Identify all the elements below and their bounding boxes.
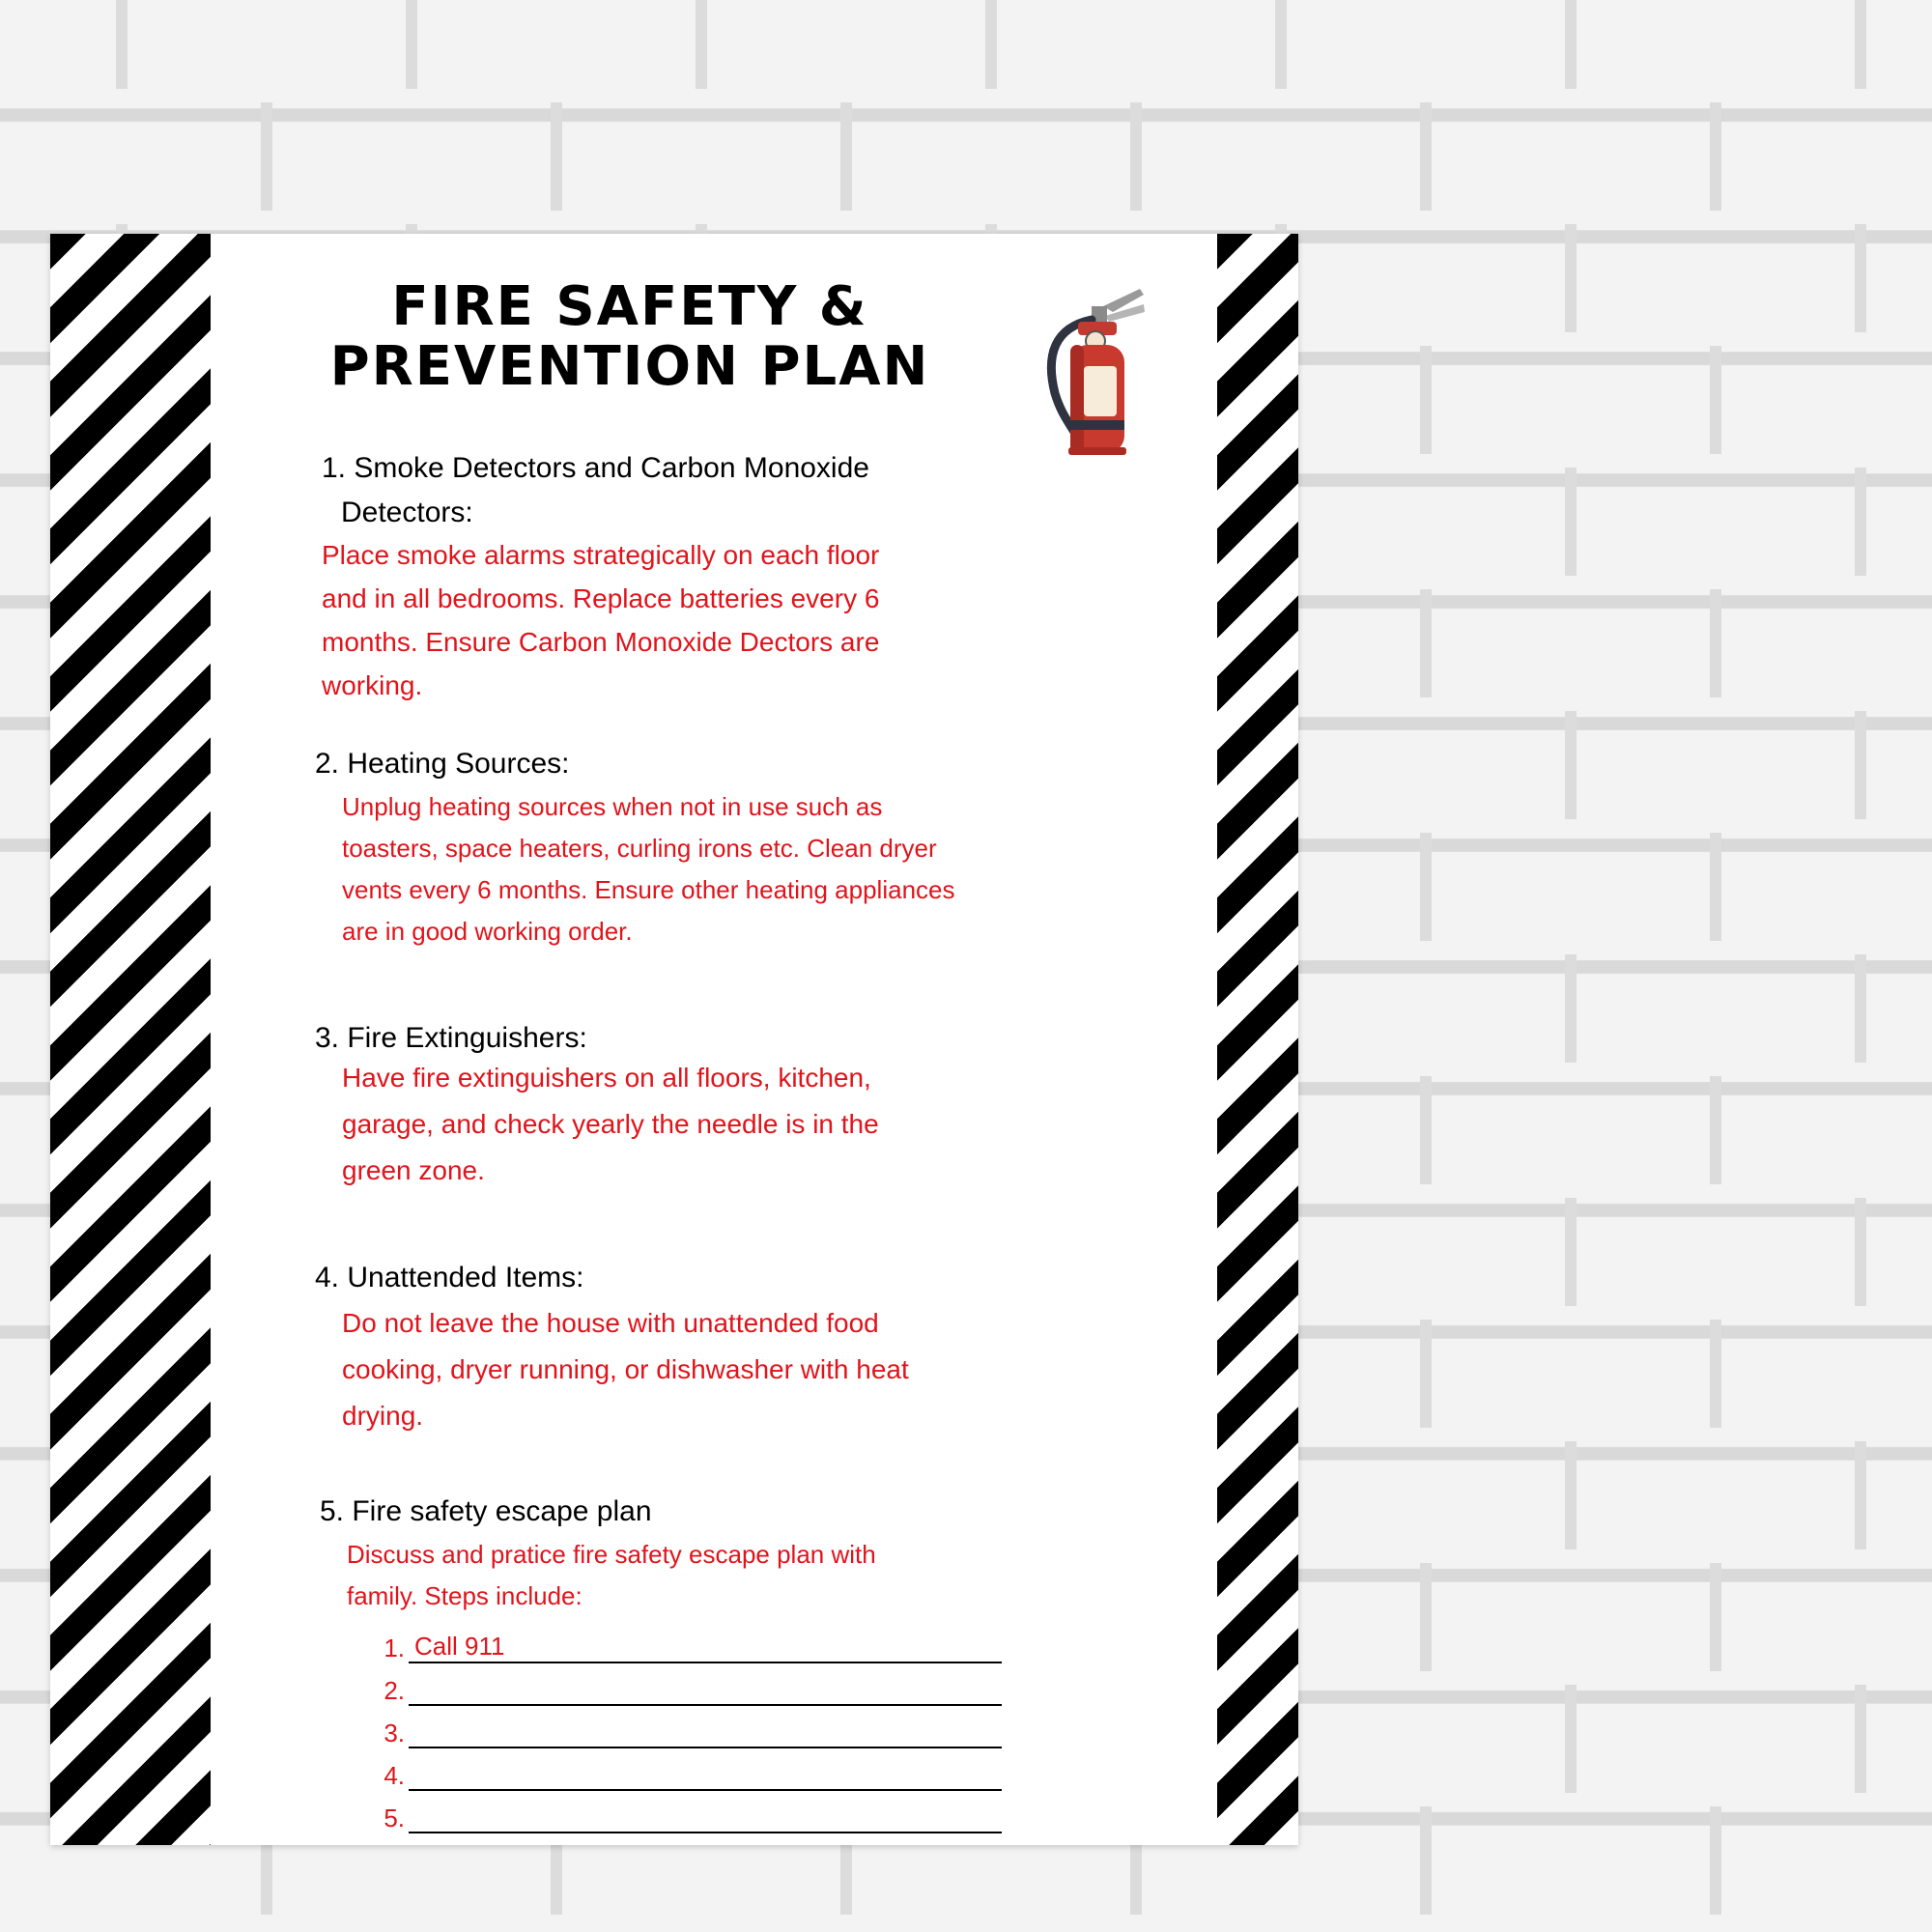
section-heading: 4. Unattended Items: (315, 1262, 584, 1293)
section-smoke-detectors (322, 446, 1056, 707)
section-body (315, 1055, 1146, 1194)
title-line-1: FIRE SAFETY & (391, 275, 868, 338)
fire-extinguisher-icon (1036, 277, 1161, 470)
section-heading: 1. Smoke Detectors and Carbon Monoxide (322, 452, 869, 484)
section-escape-plan (320, 1490, 1112, 1833)
section-body (315, 1300, 1146, 1439)
body-line: Discuss and pratice fire safety escape plan with (347, 1540, 876, 1569)
escape-step (376, 1621, 1112, 1663)
body-line: and in all bedrooms. Replace batteries every 6 (322, 583, 880, 613)
step-fill-line[interactable]: Call 911 (409, 1631, 1002, 1663)
poster-title (292, 277, 968, 397)
escape-step (376, 1706, 1112, 1748)
body-line: Unplug heating sources when not in use such as (342, 792, 883, 821)
step-number: 1. (384, 1634, 405, 1662)
body-line: toasters, space heaters, curling irons etc. Clean dryer (342, 834, 937, 863)
body-line: drying. (342, 1401, 424, 1431)
section-heading: 2. Heating Sources: (315, 748, 570, 780)
step-number: 3. (384, 1719, 405, 1747)
body-line: Do not leave the house with unattended food (342, 1308, 879, 1338)
step-fill-line[interactable] (409, 1673, 1002, 1706)
fire-safety-poster (50, 234, 1298, 1845)
step-number: 5. (384, 1804, 405, 1833)
right-hazard-stripes (1217, 234, 1298, 1845)
body-line: are in good working order. (342, 917, 633, 946)
escape-steps-list (320, 1621, 1112, 1833)
body-line: months. Ensure Carbon Monoxide Dectors are (322, 627, 880, 657)
body-line: family. Steps include: (347, 1581, 582, 1610)
left-hazard-stripes (50, 234, 211, 1845)
section-body (322, 533, 1056, 707)
step-fill-line[interactable] (409, 1801, 1002, 1833)
section-body (315, 786, 1155, 952)
step-fill-line[interactable] (409, 1758, 1002, 1791)
section-heading-continued: Detectors: (341, 497, 473, 528)
step-number: 2. (384, 1676, 405, 1705)
section-unattended-items (315, 1256, 1146, 1439)
section-heating-sources (315, 742, 1155, 952)
escape-step (376, 1748, 1112, 1791)
step-number: 4. (384, 1761, 405, 1790)
step-fill-line[interactable] (409, 1716, 1002, 1748)
escape-step (376, 1791, 1112, 1833)
section-fire-extinguishers (315, 1016, 1146, 1194)
body-line: garage, and check yearly the needle is in the (342, 1109, 879, 1139)
body-line: working. (322, 670, 423, 700)
body-line: green zone. (342, 1155, 485, 1185)
section-heading: 5. Fire safety escape plan (320, 1495, 652, 1527)
title-line-2: PREVENTION PLAN (329, 335, 930, 398)
section-heading: 3. Fire Extinguishers: (315, 1022, 587, 1054)
body-line: Place smoke alarms strategically on each floor (322, 540, 880, 570)
body-line: Have fire extinguishers on all floors, kitchen, (342, 1063, 871, 1093)
section-body (320, 1534, 1112, 1617)
body-line: cooking, dryer running, or dishwasher with heat (342, 1354, 909, 1384)
body-line: vents every 6 months. Ensure other heating appliances (342, 875, 955, 904)
escape-step (376, 1663, 1112, 1706)
